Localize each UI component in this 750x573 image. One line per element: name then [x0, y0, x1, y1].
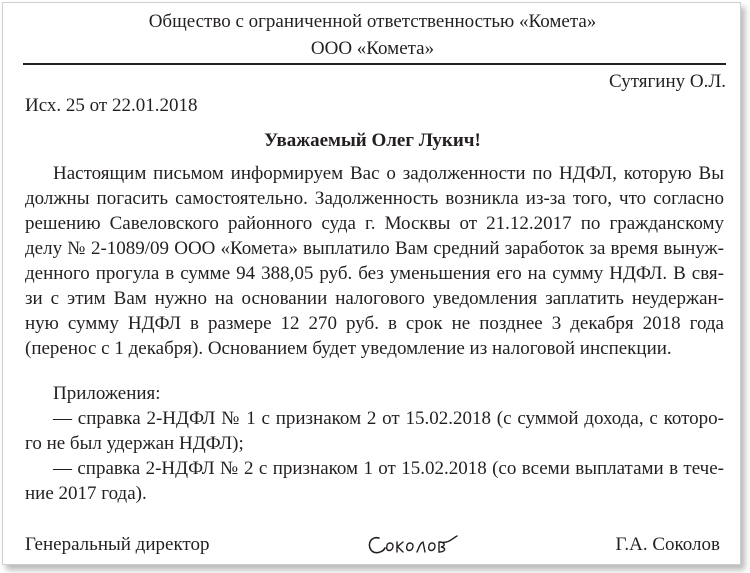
recipient: Сутягину О.Л.	[609, 71, 726, 92]
letter-page	[2, 2, 741, 565]
body-line: должны погасить самостоятельно. Задолженность возникла из-за того, что согласно	[25, 188, 724, 209]
attachment-line: ние 2017 года).	[25, 483, 147, 504]
attachment-line: — справка 2-НДФЛ № 1 с признаком 2 от 15.02.2018 (с суммой дохода, с которо-	[53, 408, 724, 429]
salutation: Уважаемый Олег Лукич!	[264, 130, 481, 151]
organization-short-name: ООО «Комета»	[310, 38, 435, 59]
signer-name: Г.А. Соколов	[615, 534, 720, 555]
attachment-line: го не был удержан НДФЛ);	[25, 433, 244, 454]
signer-position: Генеральный директор	[25, 534, 210, 555]
header-divider	[23, 63, 726, 65]
handwritten-signature	[365, 530, 461, 560]
attachment-line: — справка 2-НДФЛ № 2 с признаком 1 от 15.02.2018 (со всеми выплатами в тече-	[53, 458, 724, 479]
outgoing-reference: Исх. 25 от 22.01.2018	[25, 95, 198, 116]
attachments-heading: Приложения:	[53, 383, 161, 404]
body-line: Настоящим письмом информируем Вас о задолженности по НДФЛ, которую Вы	[53, 163, 724, 184]
body-line: зи с этим Вам нужно на основании налогового уведомления заплатить неудержан-	[25, 288, 724, 309]
body-line: решению Савеловского районного суда г. Москвы от 21.12.2017 по гражданскому	[25, 213, 724, 234]
body-line: ную сумму НДФЛ в размере 12 270 руб. в срок не позднее 3 декабря 2018 года	[25, 313, 724, 334]
organization-full-name: Общество с ограниченной ответственностью «Комета»	[148, 11, 597, 32]
body-line: (перенос с 1 декабря). Основанием будет уведомление из налоговой инспекции.	[25, 338, 672, 359]
body-line: денного прогула в сумме 94 388,05 руб. без уменьшения его на сумму НДФЛ. В свя-	[25, 263, 724, 284]
signature-text: Соколов	[365, 530, 369, 531]
body-line: делу № 2-1089/09 ООО «Комета» выплатило Вам средний заработок за время вынуж-	[25, 238, 724, 259]
